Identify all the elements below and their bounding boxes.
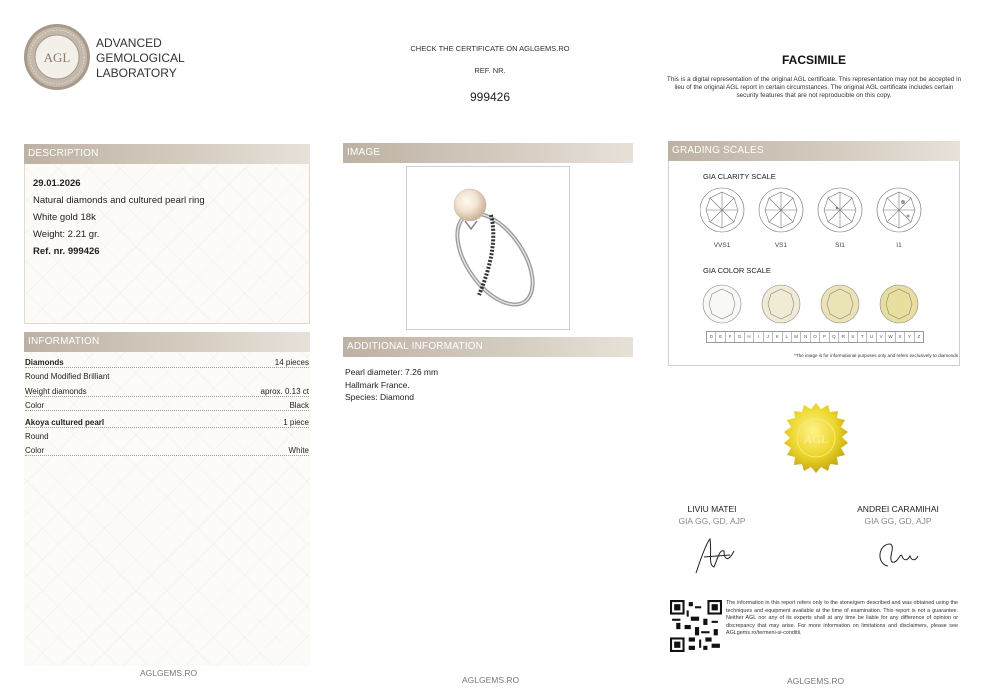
color-grade-g: G bbox=[735, 332, 744, 342]
svg-text:AGL: AGL bbox=[43, 50, 71, 65]
description-header: DESCRIPTION bbox=[24, 144, 310, 164]
grading-header: GRADING SCALES bbox=[668, 141, 960, 161]
signatory-1-name: LIVIU MATEI bbox=[687, 504, 737, 514]
svg-text:AGL: AGL bbox=[803, 432, 829, 446]
signatory-1-title: GIA GG, GD, AJP bbox=[678, 516, 746, 526]
color-grade-k: K bbox=[773, 332, 782, 342]
qr-code-icon[interactable] bbox=[670, 600, 722, 652]
item-ref: Ref. nr. 999426 bbox=[33, 246, 100, 257]
color-grade-j: J bbox=[764, 332, 773, 342]
check-certificate-text: CHECK THE CERTIFICATE ON AGLGEMS.RO bbox=[410, 44, 570, 53]
diamond-cut: Round Modified Brilliant bbox=[25, 372, 110, 381]
signatory-2-name: ANDREI CARAMIHAI bbox=[857, 504, 939, 514]
pearl-color-row: Color White bbox=[25, 446, 309, 455]
ring-image-frame bbox=[406, 166, 570, 330]
footer-link-left[interactable]: AGLGEMS.RO bbox=[140, 668, 198, 678]
color-grade-e: E bbox=[716, 332, 725, 342]
signature-2 bbox=[872, 536, 924, 576]
color-grade-v: V bbox=[877, 332, 886, 342]
color-grade-h: H bbox=[745, 332, 754, 342]
color-grade-m: M bbox=[792, 332, 801, 342]
color-grade-y: Y bbox=[905, 332, 914, 342]
color-grade-q: Q bbox=[830, 332, 839, 342]
color-grade-d: D bbox=[707, 332, 716, 342]
item-weight: Weight: 2.21 gr. bbox=[33, 229, 100, 240]
image-header: IMAGE bbox=[343, 143, 633, 163]
agl-seal-icon bbox=[22, 22, 92, 92]
species: Species: Diamond bbox=[345, 392, 414, 402]
item-description: Natural diamonds and cultured pearl ring bbox=[33, 195, 205, 206]
clarity-label-i1: I1 bbox=[896, 242, 902, 249]
gold-seal-icon bbox=[780, 402, 852, 474]
pearl-shape: Round bbox=[25, 432, 49, 441]
color-diamonds bbox=[700, 284, 930, 326]
clarity-scale-title: GIA CLARITY SCALE bbox=[703, 172, 776, 181]
agl-logo bbox=[22, 22, 185, 92]
clarity-label-si1: SI1 bbox=[835, 242, 845, 249]
brand-line-3: LABORATORY bbox=[96, 66, 177, 80]
additional-info-header: ADDITIONAL INFORMATION bbox=[343, 337, 633, 357]
color-grade-w: W bbox=[886, 332, 895, 342]
color-grade-r: R bbox=[839, 332, 848, 342]
color-grade-i: I bbox=[754, 332, 763, 342]
color-scale-strip bbox=[706, 331, 924, 343]
disclaimer-text: The information in this report refers only to the stone/gem described and was obtained using the techniques and equipment available at the time of examination. This report is not a guarantee. Neither AGL nor any of its experts shall at any time be liable for any difference of opinion or discrepancy that may arise. For more information on limitations and disclaimers, please see AGLgems.ro/termeni-si-conditii. bbox=[726, 600, 958, 637]
footer-link-center[interactable]: AGLGEMS.RO bbox=[462, 675, 520, 685]
item-metal: White gold 18k bbox=[33, 212, 96, 223]
clarity-label-vs1: VS1 bbox=[774, 242, 788, 249]
color-grade-p: P bbox=[820, 332, 829, 342]
clarity-label-vvs1: VVS1 bbox=[713, 242, 731, 249]
pearl-ring-image bbox=[407, 167, 569, 329]
ref-number: 999426 bbox=[469, 90, 511, 104]
signature-1 bbox=[690, 533, 742, 579]
color-grade-z: Z bbox=[917, 334, 921, 339]
information-header: INFORMATION bbox=[24, 332, 310, 352]
diamond-color-row: Color Black bbox=[25, 401, 309, 410]
diamond-weight-row: Weight diamonds aprox. 0.13 ct bbox=[25, 387, 309, 396]
color-grade-l: L bbox=[783, 332, 792, 342]
color-scale-title: GIA COLOR SCALE bbox=[703, 266, 771, 275]
signatory-2-title: GIA GG, GD, AJP bbox=[864, 516, 932, 526]
hallmark: Hallmark France. bbox=[345, 379, 410, 390]
diamonds-row: Diamonds 14 pieces bbox=[25, 358, 309, 367]
color-grade-u: U bbox=[867, 332, 876, 342]
color-grade-x: X bbox=[896, 332, 905, 342]
clarity-diamonds bbox=[700, 186, 930, 236]
facsimile-title: FACSIMILE bbox=[781, 53, 846, 67]
color-grade-s: S bbox=[849, 332, 858, 342]
pearl-diameter: Pearl diameter: 7.26 mm bbox=[345, 367, 439, 377]
color-grade-n: N bbox=[801, 332, 810, 342]
facsimile-note: This is a digital representation of the original AGL certificate. This representation may not be accepted in lieu of the original AGL report in certain circumstances. The original AGL certificate includes certain security features that are not reproducible on this copy. bbox=[666, 76, 962, 99]
pearl-row: Akoya cultured pearl 1 piece bbox=[25, 418, 309, 427]
brand-line-1: ADVANCED bbox=[96, 36, 162, 50]
color-grade-t: T bbox=[858, 332, 867, 342]
color-grade-o: O bbox=[811, 332, 820, 342]
ref-label: REF. NR. bbox=[474, 66, 506, 75]
color-grade-f: F bbox=[726, 332, 735, 342]
footer-link-right[interactable]: AGLGEMS.RO bbox=[787, 676, 845, 686]
certificate-date: 29.01.2026 bbox=[33, 178, 81, 189]
grading-note: *The image is for informational purposes only and refers exclusively to diamonds bbox=[794, 353, 958, 358]
brand-line-2: GEMOLOGICAL bbox=[96, 51, 185, 65]
